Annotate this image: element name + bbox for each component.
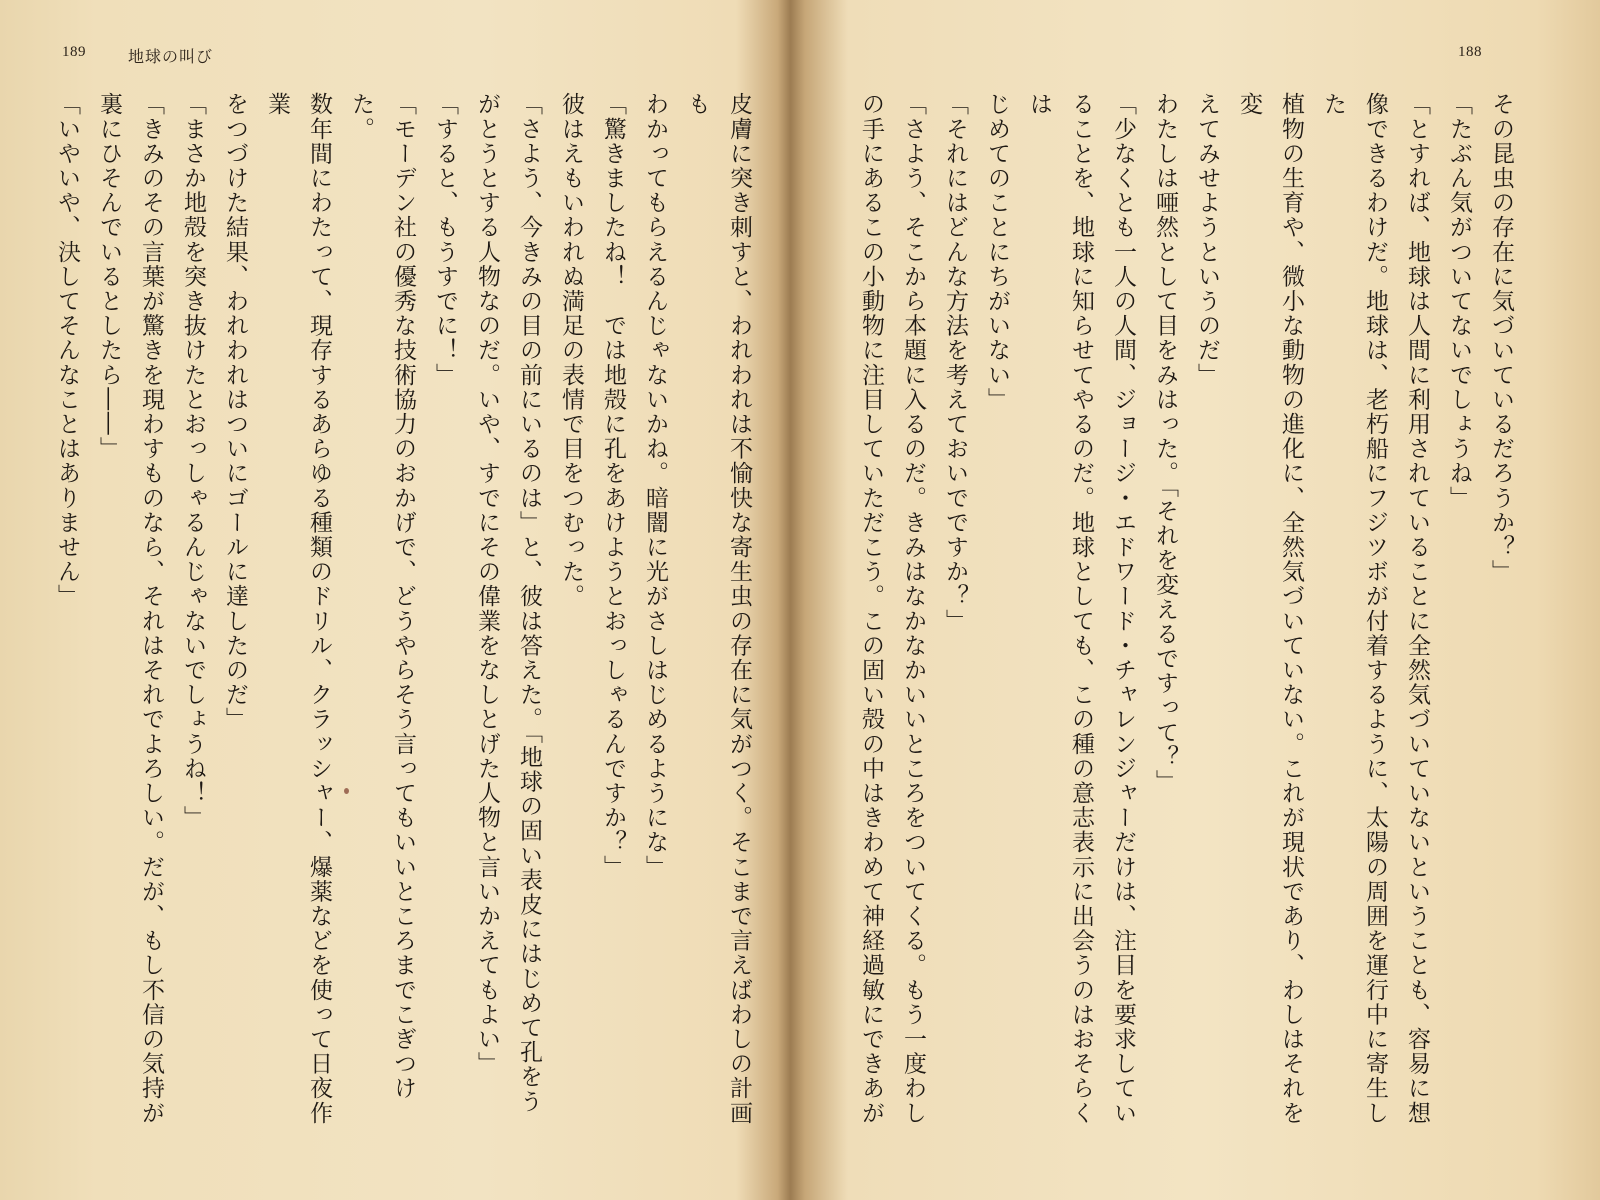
text-line: わたしは唖然として目をみはった。「それを変えるですって？」: [1152, 92, 1178, 794]
text-line: 「それにはどんな方法を考えておいでですか？」: [942, 92, 968, 634]
text-line: 「少なくとも一人の人間、ジョージ・エドワード・チャレンジャーだけは、注目を要求してい: [1110, 92, 1136, 1126]
text-line: の手にあるこの小動物に注目していただこう。この固い殻の中はきわめて神経過敏にできあが: [858, 92, 884, 1126]
text-line: 皮膚に突き刺すと、われわれは不愉快な寄生虫の存在に気がつく。そこまで言えばわしの計画も: [684, 92, 752, 1126]
text-line: 「驚きましたね！ では地殻に孔をあけようとおっしゃるんですか？」: [600, 92, 626, 880]
running-title: 地球の叫び: [128, 47, 214, 66]
text-line: 「きみのその言葉が驚きを現わすものなら、それはそれでよろしい。だが、もし不信の気持が: [138, 92, 164, 1126]
text-line: 「いやいや、決してそんなことはありません」: [54, 92, 80, 609]
text-line: えてみせようというのだ」: [1194, 92, 1220, 388]
body-text: [40, 92, 760, 1132]
text-line: ることを、地球に知らせてやるのだ。地球としても、この種の意志表示に出会うのはおそらくは: [1026, 92, 1094, 1126]
text-line: 「まさか地殻を突き抜けたとおっしゃるんじゃないでしょうね！」: [180, 92, 206, 830]
text-line: 像できるわけだ。地球は、老朽船にフジツボが付着するように、太陽の周囲を運行中に寄生した: [1320, 92, 1388, 1126]
text-line: がとうとする人物なのだ。いや、すでにその偉業をなしとげた人物と言いかえてもよい」: [474, 92, 500, 1076]
text-line: 数年間にわたって、現存するあらゆる種類のドリル、クラッシャー、爆薬などを使って日夜作業: [264, 92, 332, 1126]
text-line: わかってもらえるんじゃないかね。暗闇に光がさしはじめるようにな」: [642, 92, 668, 880]
text-line: をつづけた結果、われわれはついにゴールに達したのだ」: [222, 92, 248, 732]
text-line: 「モーデン社の優秀な技術協力のおかげで、どうやらそう言ってもいいところまでこぎつけた。: [348, 92, 416, 1101]
left-page: [0, 0, 790, 1200]
text-line: 「すると、もうすでに！」: [432, 92, 458, 388]
text-line: 彼はえもいわれぬ満足の表情で目をつむった。: [558, 92, 584, 609]
text-line: じめてのことにちがいない」: [984, 92, 1010, 412]
text-line: 裏にひそんでいるとしたら――」: [96, 92, 122, 461]
body-text: [850, 92, 1522, 1132]
page-number: 188: [1458, 44, 1482, 60]
page-number: 189: [62, 44, 86, 60]
text-line: 「さよう、そこから本題に入るのだ。きみはなかなかいいところをついてくる。もう一度わし: [900, 92, 926, 1126]
text-line: 「さよう、今きみの目の前にいるのは」と、彼は答えた。「地球の固い表皮にはじめて孔をう: [516, 92, 542, 1114]
text-line: 「たぶん気がついてないでしょうね」: [1446, 92, 1472, 511]
text-line: [40, 92, 46, 1132]
text-line: 植物の生育や、微小な動物の進化に、全然気づいていない。これが現状であり、わしはそれを変: [1236, 92, 1304, 1126]
text-line: 「とすれば、地球は人間に利用されていることに全然気づいていないということも、容易に想: [1404, 92, 1430, 1126]
text-line: その昆虫の存在に気づいているだろうか？」: [1488, 92, 1514, 584]
right-page: [800, 0, 1600, 1200]
ink-spot: [344, 788, 349, 794]
